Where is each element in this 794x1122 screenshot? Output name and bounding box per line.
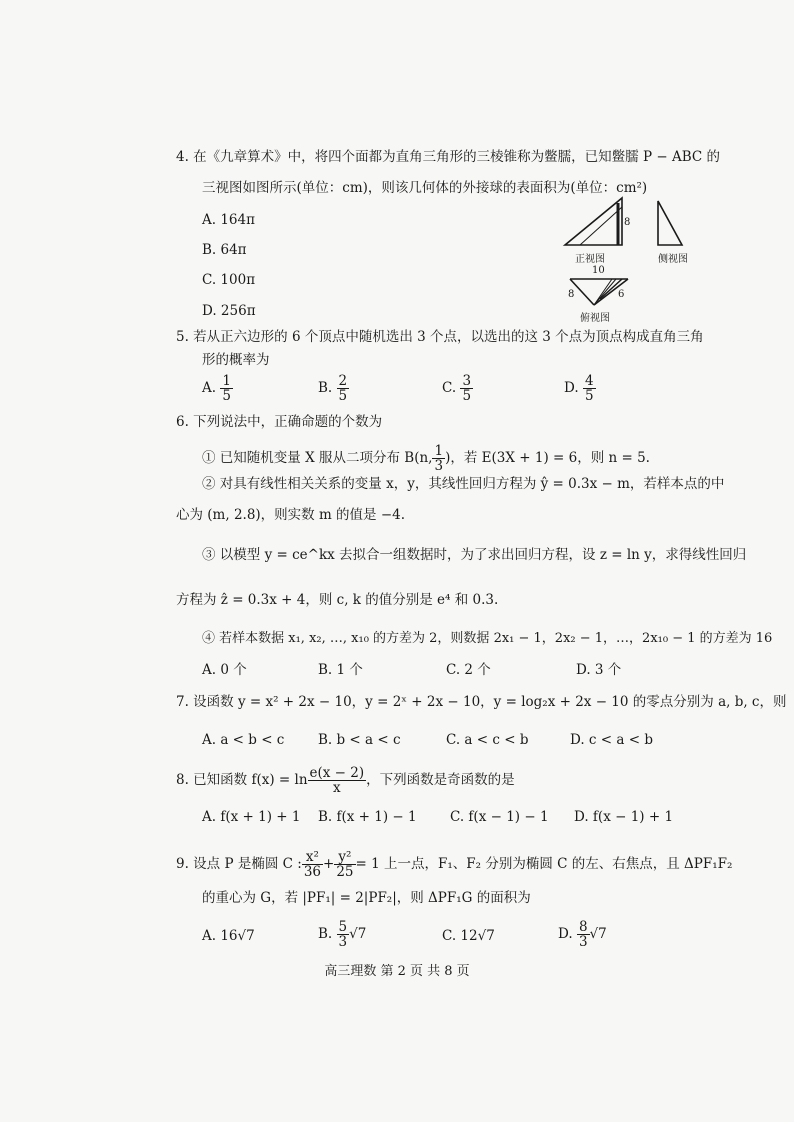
q5-option-c-fraction bbox=[460, 374, 473, 403]
q9-fraction-y bbox=[334, 850, 355, 879]
q5-line1: 5. 若从正六边形的 6 个顶点中随机选出 3 个点，以选出的这 3 个点为顶点构成直角三角 bbox=[176, 329, 704, 345]
q8-post: ，下列函数是奇函数的是 bbox=[366, 772, 515, 788]
q5-line2: 形的概率为 bbox=[202, 352, 270, 368]
q6-statement-2-line1: ② 对具有线性相关关系的变量 x，y，其线性回归方程为 ŷ = 0.3x − m，若样本点的中 bbox=[202, 476, 725, 492]
q6-s1-tail: ，若 E(3X + 1) = 6，则 n = 5. bbox=[450, 450, 650, 466]
q8-option-c: C. f(x − 1) − 1 bbox=[450, 809, 549, 825]
q5-option-c-label: C. bbox=[442, 380, 457, 396]
q7-option-d: D. c < a < b bbox=[570, 732, 653, 748]
denominator: 5 bbox=[462, 388, 472, 404]
q6-statement-2-line2: 心为 (m, 2.8)，则实数 m 的值是 −4. bbox=[176, 507, 406, 523]
dim-6: 6 bbox=[618, 289, 625, 300]
numerator: 1 bbox=[434, 443, 444, 459]
numerator: 1 bbox=[222, 373, 231, 389]
q5-option-d-fraction bbox=[583, 374, 596, 403]
numerator: x² bbox=[302, 850, 323, 865]
q4-option-b: B. 64π bbox=[202, 242, 247, 258]
q9-option-b bbox=[318, 920, 366, 949]
q9-line2: 的重心为 G，若 |PF₁| = 2|PF₂|，则 ΔPF₁G 的面积为 bbox=[202, 890, 531, 906]
q8-option-d: D. f(x − 1) + 1 bbox=[574, 809, 674, 825]
q9-option-b-fraction bbox=[337, 920, 350, 949]
q9-option-d-label: D. bbox=[558, 926, 573, 942]
q5-option-b-fraction bbox=[337, 374, 350, 403]
q4-option-d: D. 256π bbox=[202, 303, 256, 319]
q5-option-c bbox=[442, 374, 473, 403]
q6-option-b: B. 1 个 bbox=[318, 662, 363, 678]
numerator: 3 bbox=[462, 373, 472, 389]
q5-option-b bbox=[318, 374, 349, 403]
q6-s1-fraction bbox=[432, 444, 445, 473]
q9-option-d-radical: √7 bbox=[589, 926, 607, 942]
q6-option-d: D. 3 个 bbox=[576, 662, 622, 678]
q6-option-c: C. 2 个 bbox=[446, 662, 491, 678]
three-view-figure bbox=[560, 195, 700, 325]
q4-option-c: C. 100π bbox=[202, 272, 256, 288]
denominator: 5 bbox=[222, 388, 231, 404]
q9-pre: 9. 设点 P 是椭圆 C : bbox=[176, 856, 302, 872]
numerator: 4 bbox=[584, 373, 594, 389]
q9-option-b-label: B. bbox=[318, 926, 333, 942]
q9-option-b-radical: √7 bbox=[349, 926, 367, 942]
q9-post: = 1 上一点，F₁、F₂ 分别为椭圆 C 的左、右焦点，且 ΔPF₁F₂ bbox=[355, 856, 733, 872]
denominator: 25 bbox=[336, 864, 354, 880]
q5-option-d-label: D. bbox=[564, 380, 579, 396]
q8-option-b: B. f(x + 1) − 1 bbox=[318, 809, 417, 825]
q7-option-c: C. a < c < b bbox=[446, 732, 529, 748]
front-view-label: 正视图 bbox=[575, 254, 605, 265]
q9-option-a: A. 16√7 bbox=[202, 928, 255, 944]
dim-8-front: 8 bbox=[624, 217, 631, 228]
q4-line2: 三视图如图所示(单位：cm)，则该几何体的外接球的表面积为(单位：cm²) bbox=[202, 180, 648, 196]
numerator: 2 bbox=[338, 373, 348, 389]
numerator: y² bbox=[334, 850, 355, 865]
q7-line: 7. 设函数 y = x² + 2x − 10，y = 2ˣ + 2x − 10，y = log₂x + 2x − 10 的零点分别为 a, b, c，则 bbox=[176, 694, 787, 710]
q9-option-c: C. 12√7 bbox=[442, 928, 495, 944]
q9-option-d-fraction bbox=[577, 920, 590, 949]
q9-fraction-x bbox=[302, 850, 323, 879]
q6-title: 6. 下列说法中，正确命题的个数为 bbox=[176, 414, 383, 430]
q5-option-a-label: A. bbox=[202, 380, 217, 396]
q9-plus: + bbox=[323, 856, 335, 872]
q6-statement-3-line2: 方程为 ẑ = 0.3x + 4，则 c, k 的值分别是 e⁴ 和 0.3. bbox=[176, 592, 499, 608]
side-view-label: 侧视图 bbox=[658, 254, 688, 265]
denominator: 3 bbox=[338, 934, 348, 950]
q4-option-a: A. 164π bbox=[202, 212, 255, 228]
page-footer: 高三理数 第 2 页 共 8 页 bbox=[324, 964, 470, 979]
numerator: 5 bbox=[338, 919, 348, 935]
q9-option-d bbox=[558, 920, 607, 949]
q4-line1: 4. 在《九章算术》中，将四个面都为直角三角形的三棱锥称为鳖臑，已知鳖臑 P − ABC 的 bbox=[176, 149, 720, 165]
dim-8-top: 8 bbox=[568, 289, 575, 300]
numerator: e(x − 2) bbox=[309, 765, 365, 781]
q5-option-a-fraction bbox=[220, 374, 233, 403]
q6-statement-3-line1: ③ 以模型 y = ce^kx 去拟合一组数据时，为了求出回归方程，设 z = ln y，求得线性回归 bbox=[202, 547, 747, 563]
q6-s1-pre: (n, bbox=[414, 450, 433, 466]
q6-s1-post: ) bbox=[445, 450, 451, 466]
q8-pre: 8. 已知函数 f(x) = ln bbox=[176, 772, 308, 788]
denominator: 3 bbox=[434, 458, 444, 474]
q6-statement-4: ④ 若样本数据 x₁, x₂, …, x₁₀ 的方差为 2，则数据 2x₁ − 1，2x₂ − 1，…，2x₁₀ − 1 的方差为 16 bbox=[202, 631, 773, 646]
q7-option-b: B. b < a < c bbox=[318, 732, 401, 748]
q8-fraction bbox=[308, 766, 367, 795]
q5-option-d bbox=[564, 374, 596, 403]
top-view-label: 俯视图 bbox=[580, 313, 610, 324]
q5-option-b-label: B. bbox=[318, 380, 333, 396]
q6-statement-1 bbox=[202, 444, 650, 473]
q6-s1-text: ① 已知随机变量 X 服从二项分布 B bbox=[202, 450, 415, 466]
q5-option-a bbox=[202, 374, 233, 403]
numerator: 8 bbox=[578, 919, 588, 935]
q6-option-a: A. 0 个 bbox=[202, 662, 247, 678]
q8-line bbox=[176, 766, 515, 795]
denominator: 5 bbox=[584, 388, 594, 404]
q7-option-a: A. a < b < c bbox=[202, 732, 285, 748]
q8-option-a: A. f(x + 1) + 1 bbox=[202, 809, 301, 825]
denominator: 36 bbox=[303, 864, 321, 880]
denominator: 3 bbox=[578, 934, 588, 950]
denominator: 5 bbox=[338, 388, 348, 404]
dim-10: 10 bbox=[592, 265, 605, 276]
q9-line1 bbox=[176, 850, 732, 879]
denominator: x bbox=[333, 780, 341, 796]
